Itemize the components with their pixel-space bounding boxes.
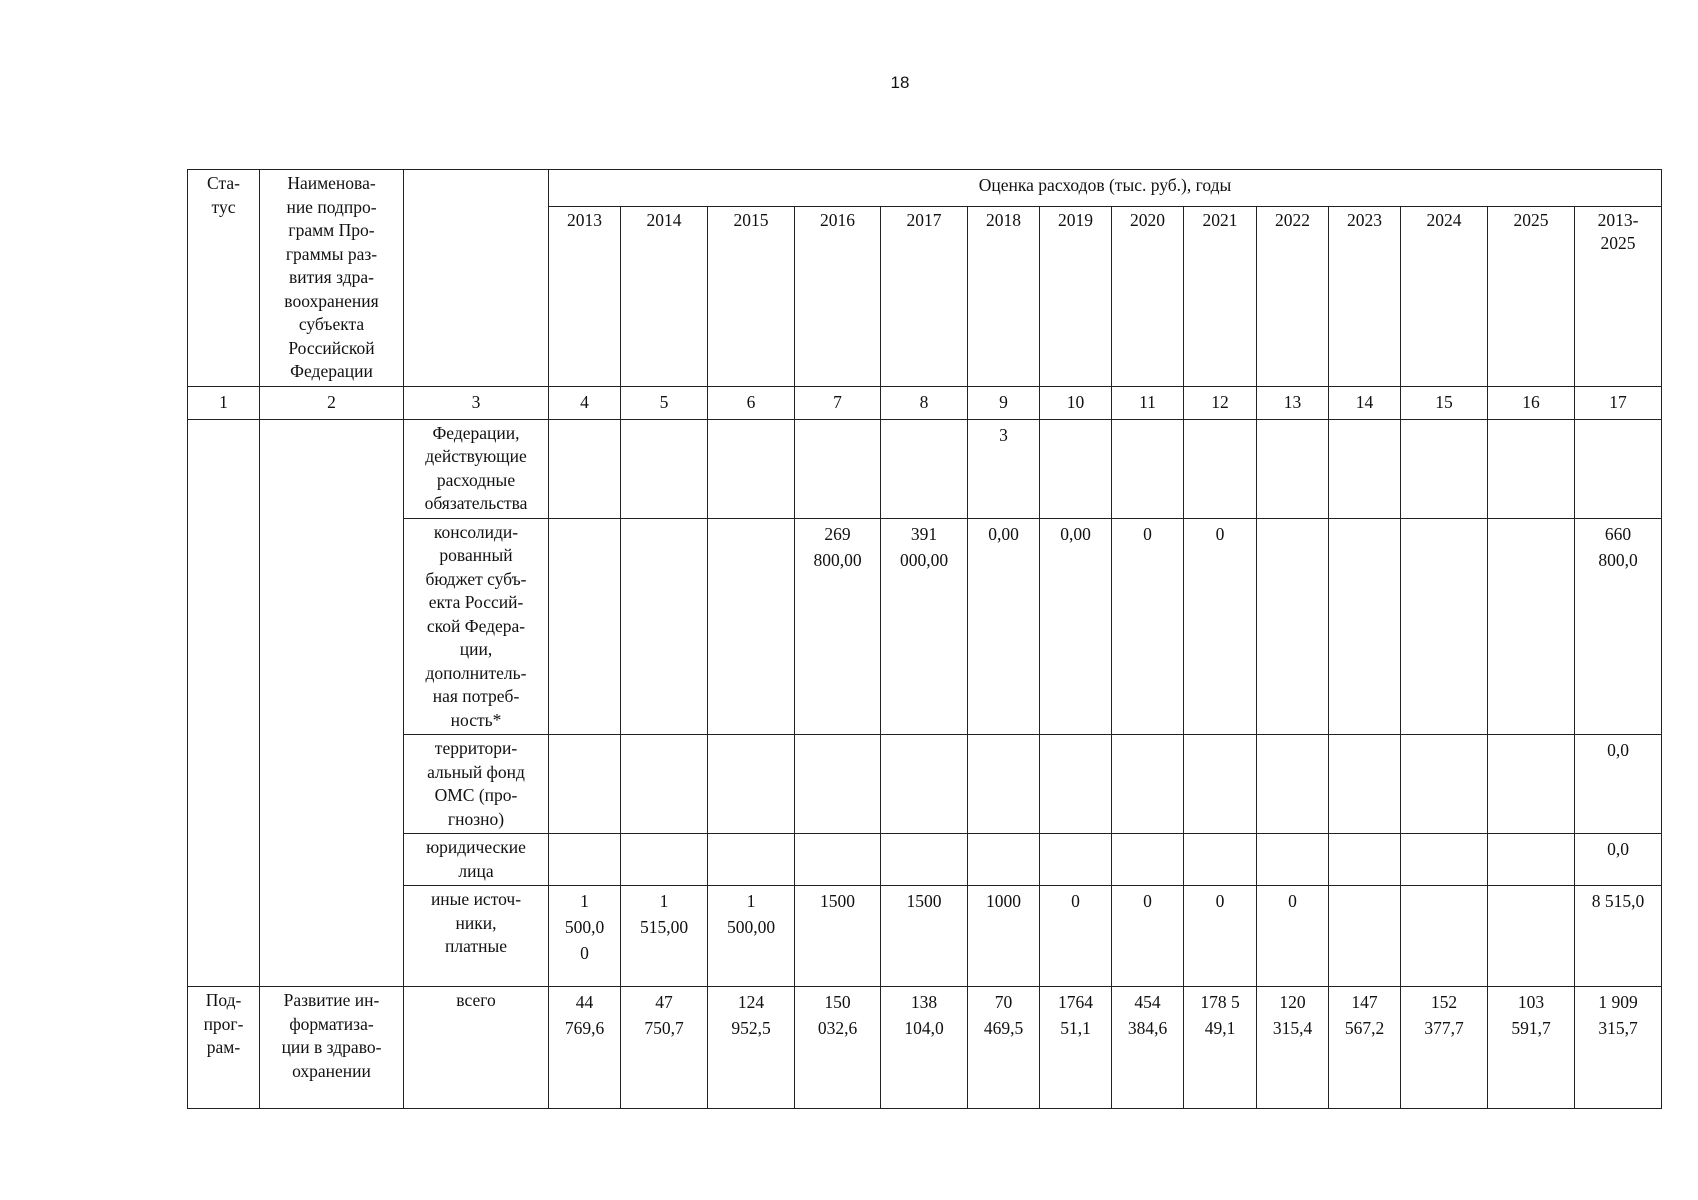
funding-source: Федерации, действующие расходные обязательства — [404, 419, 549, 518]
column-number: 12 — [1184, 386, 1257, 419]
amount-cell: 1 500,00 — [708, 886, 795, 987]
header-year: 2015 — [708, 206, 795, 386]
amount-cell — [1257, 834, 1329, 886]
header-year: 2013 — [549, 206, 621, 386]
column-number: 9 — [968, 386, 1040, 419]
amount-cell: 1500 — [795, 886, 881, 987]
amount-cell — [1112, 834, 1184, 886]
amount-cell — [1112, 735, 1184, 834]
amount-cell — [1575, 419, 1662, 518]
amount-cell — [1329, 419, 1401, 518]
subprogram-name-cell — [260, 419, 404, 987]
funding-source: юридические лица — [404, 834, 549, 886]
column-number: 8 — [881, 386, 968, 419]
amount-cell — [1488, 834, 1575, 886]
amount-cell — [881, 419, 968, 518]
column-number: 15 — [1401, 386, 1488, 419]
amount-cell — [1401, 735, 1488, 834]
amount-cell: 1 500,0 0 — [549, 886, 621, 987]
amount-cell: 70 469,5 — [968, 987, 1040, 1109]
funding-source: иные источ- ники, платные — [404, 886, 549, 987]
header-status: Ста- тус — [188, 170, 260, 387]
column-number: 1 — [188, 386, 260, 419]
amount-cell: 1500 — [881, 886, 968, 987]
amount-cell: 0 — [1040, 886, 1112, 987]
amount-cell — [1401, 886, 1488, 987]
amount-cell — [1184, 419, 1257, 518]
amount-cell — [1401, 419, 1488, 518]
table-row — [188, 886, 1662, 987]
amount-cell: 124 952,5 — [708, 987, 795, 1109]
amount-cell — [1040, 419, 1112, 518]
amount-cell — [549, 834, 621, 886]
amount-cell: 0 — [1184, 886, 1257, 987]
amount-cell: 1764 51,1 — [1040, 987, 1112, 1109]
amount-cell: 47 750,7 — [621, 987, 708, 1109]
amount-cell: 269 800,00 — [795, 518, 881, 735]
amount-cell — [881, 735, 968, 834]
amount-cell — [795, 735, 881, 834]
amount-cell — [621, 735, 708, 834]
amount-cell: 0 — [1184, 518, 1257, 735]
amount-cell: 0,0 — [1575, 834, 1662, 886]
header-year: 2023 — [1329, 206, 1401, 386]
amount-cell: 120 315,4 — [1257, 987, 1329, 1109]
amount-cell — [1040, 834, 1112, 886]
status-cell — [188, 419, 260, 987]
column-number: 6 — [708, 386, 795, 419]
subprogram-status: Под- прог- рам- — [188, 987, 260, 1109]
amount-cell: 0 — [1112, 886, 1184, 987]
amount-cell: 0,0 — [1575, 735, 1662, 834]
amount-cell — [968, 735, 1040, 834]
subprogram-name: Развитие ин- форматиза- ции в здраво- охранении — [260, 987, 404, 1109]
column-number: 3 — [404, 386, 549, 419]
amount-cell: 150 032,6 — [795, 987, 881, 1109]
table-row — [188, 518, 1662, 735]
amount-cell: 660 800,0 — [1575, 518, 1662, 735]
amount-cell — [621, 419, 708, 518]
funding-source: консолиди- рованный бюджет субъ- екта Россий- ской Федера- ции, дополнитель- ная потреб- ность* — [404, 518, 549, 735]
amount-cell — [1329, 518, 1401, 735]
amount-cell — [968, 834, 1040, 886]
column-number: 2 — [260, 386, 404, 419]
amount-cell — [1257, 735, 1329, 834]
amount-cell — [708, 735, 795, 834]
amount-cell — [1401, 518, 1488, 735]
amount-cell — [1329, 834, 1401, 886]
amount-cell — [1112, 419, 1184, 518]
amount-cell: 454 384,6 — [1112, 987, 1184, 1109]
header-year: 2025 — [1488, 206, 1575, 386]
amount-cell — [1040, 735, 1112, 834]
column-number: 11 — [1112, 386, 1184, 419]
amount-cell: 0 — [1112, 518, 1184, 735]
header-year: 2013- 2025 — [1575, 206, 1662, 386]
amount-cell — [1184, 834, 1257, 886]
amount-cell: 0 — [1257, 886, 1329, 987]
amount-cell — [1488, 735, 1575, 834]
amount-cell: 152 377,7 — [1401, 987, 1488, 1109]
header-year: 2020 — [1112, 206, 1184, 386]
funding-source: территори- альный фонд ОМС (про- гнозно) — [404, 735, 549, 834]
column-number: 10 — [1040, 386, 1112, 419]
amount-cell — [1184, 735, 1257, 834]
header-year: 2021 — [1184, 206, 1257, 386]
column-number: 7 — [795, 386, 881, 419]
amount-cell — [708, 419, 795, 518]
amount-cell — [795, 834, 881, 886]
header-year: 2019 — [1040, 206, 1112, 386]
amount-cell: 3 — [968, 419, 1040, 518]
amount-cell: 8 515,0 — [1575, 886, 1662, 987]
header-subprogram-name: Наименова- ние подпро- грамм Про- граммы раз- вития здра- воохранения субъекта Российской Федерации — [260, 170, 404, 387]
amount-cell — [1488, 518, 1575, 735]
amount-cell: 138 104,0 — [881, 987, 968, 1109]
column-number: 16 — [1488, 386, 1575, 419]
amount-cell — [881, 834, 968, 886]
amount-cell — [549, 518, 621, 735]
amount-cell — [1488, 886, 1575, 987]
amount-cell: 178 5 49,1 — [1184, 987, 1257, 1109]
amount-cell: 103 591,7 — [1488, 987, 1575, 1109]
amount-cell: 147 567,2 — [1329, 987, 1401, 1109]
column-number: 13 — [1257, 386, 1329, 419]
header-expenses: Оценка расходов (тыс. руб.), годы — [549, 170, 1662, 207]
column-number: 17 — [1575, 386, 1662, 419]
amount-cell — [621, 518, 708, 735]
amount-cell — [1401, 834, 1488, 886]
amount-cell: 1 515,00 — [621, 886, 708, 987]
header-year: 2016 — [795, 206, 881, 386]
column-number: 5 — [621, 386, 708, 419]
amount-cell — [1257, 518, 1329, 735]
amount-cell — [708, 834, 795, 886]
amount-cell — [549, 419, 621, 518]
header-year: 2022 — [1257, 206, 1329, 386]
column-number: 4 — [549, 386, 621, 419]
subprogram-row — [188, 987, 1662, 1109]
header-year: 2018 — [968, 206, 1040, 386]
subprogram-source: всего — [404, 987, 549, 1109]
amount-cell: 0,00 — [1040, 518, 1112, 735]
amount-cell — [1329, 886, 1401, 987]
amount-cell: 0,00 — [968, 518, 1040, 735]
table-row — [188, 419, 1662, 518]
amount-cell — [795, 419, 881, 518]
table-row — [188, 735, 1662, 834]
amount-cell — [1488, 419, 1575, 518]
header-source — [404, 170, 549, 387]
amount-cell — [549, 735, 621, 834]
amount-cell: 391 000,00 — [881, 518, 968, 735]
amount-cell — [621, 834, 708, 886]
amount-cell: 44 769,6 — [549, 987, 621, 1109]
amount-cell: 1000 — [968, 886, 1040, 987]
amount-cell — [708, 518, 795, 735]
budget-table — [187, 169, 1662, 1109]
amount-cell — [1329, 735, 1401, 834]
column-number: 14 — [1329, 386, 1401, 419]
header-year: 2017 — [881, 206, 968, 386]
header-year: 2014 — [621, 206, 708, 386]
page-number: 18 — [890, 73, 910, 92]
table-row — [188, 834, 1662, 886]
amount-cell — [1257, 419, 1329, 518]
amount-cell: 1 909 315,7 — [1575, 987, 1662, 1109]
header-year: 2024 — [1401, 206, 1488, 386]
